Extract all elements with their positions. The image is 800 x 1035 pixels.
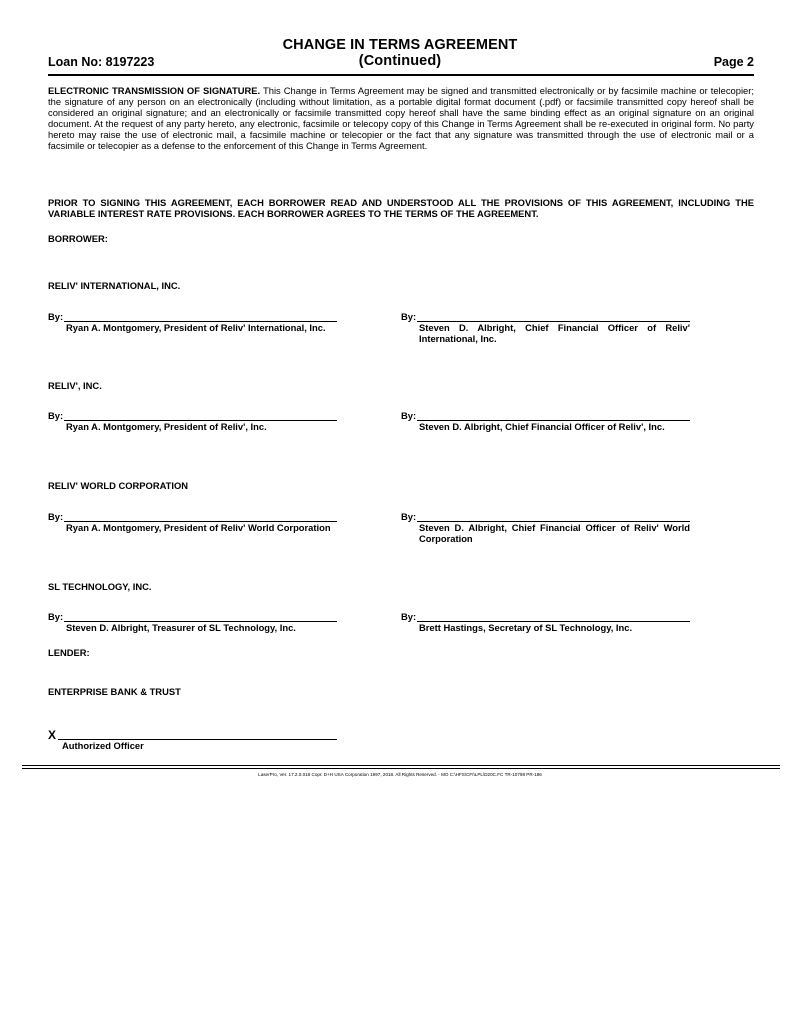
by-label: By:	[401, 611, 417, 622]
document-title: CHANGE IN TERMS AGREEMENT	[282, 37, 518, 53]
by-label: By:	[401, 511, 417, 522]
entity-reliv-inc: RELIV', INC.	[48, 380, 102, 391]
entity-reliv-international: RELIV' INTERNATIONAL, INC.	[48, 280, 181, 291]
prior-to-signing-notice: PRIOR TO SIGNING THIS AGREEMENT, EACH BORROWER READ AND UNDERSTOOD ALL THE PROVISIONS OF THIS AGREEMENT, INCLUDING THE VARIABLE INTEREST RATE PROVISIONS. EACH BORROWER AGREES TO THE TERMS OF THE AGREEMENT.	[48, 197, 754, 219]
signer-name: Steven D. Albright, Chief Financial Officer of Reliv' International, Inc.	[419, 322, 690, 344]
footer-copyright: LaserPro, Ver. 17.2.0.018 Copr. D+H USA Corporation 1997, 2018. All Rights Reserved. - MO C:\HFS\CFI\LPL\D20C.FC TR-10798 PR-186	[258, 772, 542, 777]
by-label: By:	[401, 311, 417, 322]
by-label: By:	[48, 511, 64, 522]
signer-name: Steven D. Albright, Treasurer of SL Technology, Inc.	[66, 622, 296, 633]
lender-label: LENDER:	[48, 647, 90, 658]
page-number: Page 2	[713, 55, 754, 69]
by-label: By:	[48, 410, 64, 421]
entity-sl-technology: SL TECHNOLOGY, INC.	[48, 581, 152, 592]
borrower-label: BORROWER:	[48, 233, 108, 244]
lender-name: ENTERPRISE BANK & TRUST	[48, 686, 181, 697]
electronic-transmission-body: This Change in Terms Agreement may be signed and transmitted electronically or by facsimile machine or telecopier; the signature of any person on an electronically (including without limitation, as a portable digital format document (.pdf) or facsimile transmitted copy hereof shall be considered an original signature; and an electronically or facsimile transmitted copy hereof shall have the same binding effect as an original signature on an original document. At the request of any party hereto, any electronic, facsimile or telecopy copy of this Change in Terms Agreement shall be re-executed in original form. No party hereto may raise the use of electronic mail, a facsimile machine or telecopier or the fact that any signature was transmitted through the use of electronic mail or a facsimile or telecopier as a defense to the enforcement of this Change in Terms Agreement.	[48, 85, 754, 151]
electronic-transmission-paragraph	[48, 85, 754, 151]
by-label: By:	[401, 410, 417, 421]
header-divider	[48, 74, 754, 76]
by-label: By:	[48, 611, 64, 622]
signer-name: Steven D. Albright, Chief Financial Officer of Reliv' World Corporation	[419, 522, 690, 544]
signer-name: Ryan A. Montgomery, President of Reliv', Inc.	[66, 421, 267, 432]
entity-reliv-world-corporation: RELIV' WORLD CORPORATION	[48, 480, 189, 491]
authorized-officer-label: Authorized Officer	[62, 740, 144, 751]
footer-divider-bottom	[22, 768, 780, 769]
loan-number: Loan No: 8197223	[48, 55, 155, 69]
signer-name: Ryan A. Montgomery, President of Reliv' World Corporation	[66, 522, 331, 533]
signer-name: Ryan A. Montgomery, President of Reliv' International, Inc.	[66, 322, 326, 333]
signer-name: Brett Hastings, Secretary of SL Technology, Inc.	[419, 622, 633, 633]
footer-divider-top	[22, 765, 780, 766]
by-label: By:	[48, 311, 64, 322]
signer-name: Steven D. Albright, Chief Financial Officer of Reliv', Inc.	[419, 421, 665, 432]
document-subtitle: (Continued)	[358, 53, 442, 69]
electronic-transmission-heading: ELECTRONIC TRANSMISSION OF SIGNATURE.	[48, 85, 261, 96]
signature-x-mark: X	[48, 728, 57, 742]
